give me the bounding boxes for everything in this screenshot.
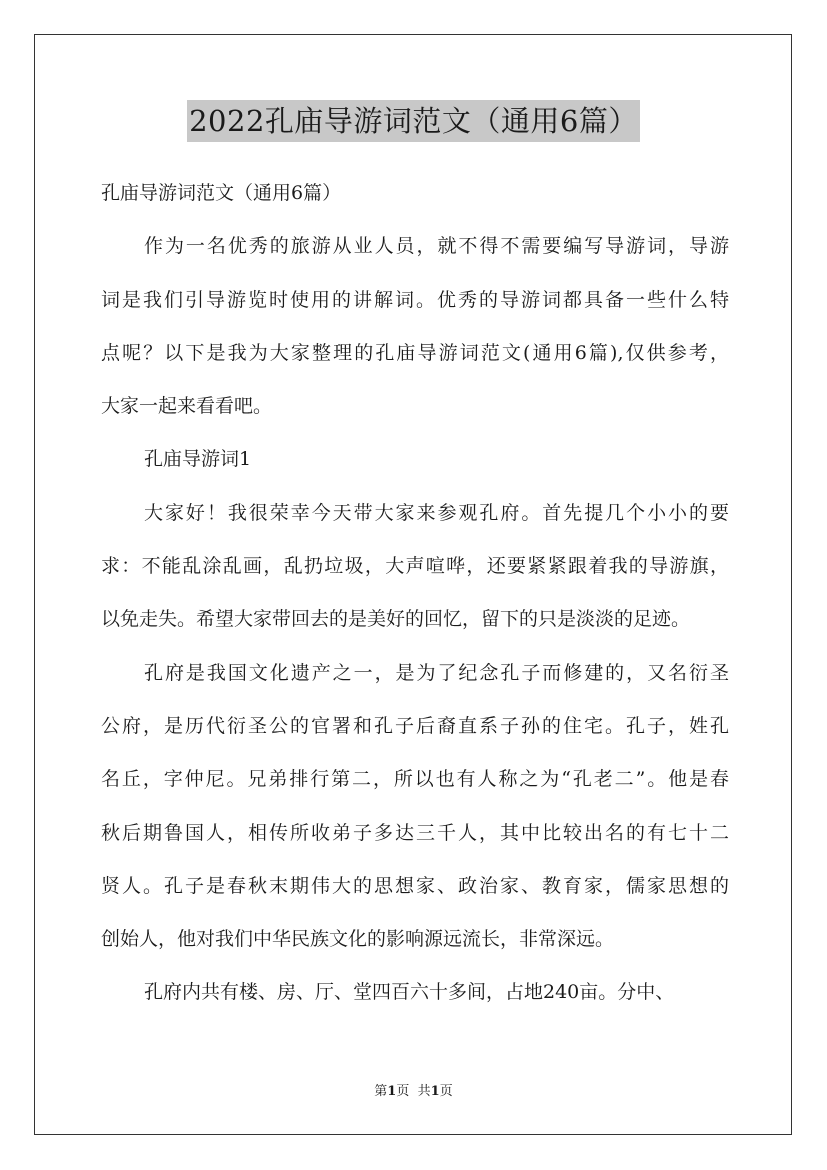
footer-page-number: 1 bbox=[387, 1084, 397, 1099]
page-footer bbox=[0, 1082, 827, 1102]
paragraph-line: 作为一名优秀的旅游从业人员，就不得不需要编写导游词，导游 bbox=[144, 235, 729, 258]
paragraph-line: 大家好！我很荣幸今天带大家来参观孔府。首先提几个小小的要 bbox=[144, 501, 729, 524]
paragraph-line: 名丘，字仲尼。兄弟排行第二，所以也有人称之为“孔老二”。他是春 bbox=[101, 768, 729, 791]
document-subtitle: 孔庙导游词范文（通用6篇） bbox=[101, 182, 342, 204]
paragraph-line: 创始人，他对我们中华民族文化的影响源远流长，非常深远。 bbox=[101, 928, 615, 951]
footer-page-suffix: 页 bbox=[396, 1084, 410, 1099]
paragraph-line: 秋后期鲁国人，相传所收弟子多达三千人，其中比较出名的有七十二 bbox=[101, 821, 729, 844]
paragraph-line: 以免走失。希望大家带回去的是美好的回忆，留下的只是淡淡的足迹。 bbox=[101, 608, 691, 631]
section-heading: 孔庙导游词1 bbox=[144, 448, 252, 471]
footer-total-pages: 1 bbox=[430, 1084, 440, 1099]
paragraph-line: 公府，是历代衍圣公的官署和孔子后裔直系子孙的住宅。孔子，姓孔 bbox=[101, 714, 729, 737]
paragraph-line: 孔府内共有楼、房、厅、堂四百六十多间，占地240亩。分中、 bbox=[144, 981, 675, 1004]
paragraph-line: 求：不能乱涂乱画，乱扔垃圾，大声喧哗，还要紧紧跟着我的导游旗， bbox=[101, 555, 729, 578]
paragraph-line: 词是我们引导游览时使用的讲解词。优秀的导游词都具备一些什么特 bbox=[101, 288, 729, 311]
footer-total-suffix: 页 bbox=[439, 1084, 453, 1099]
paragraph-line: 贤人。孔子是春秋末期伟大的思想家、政治家、教育家，儒家思想的 bbox=[101, 874, 729, 897]
footer-total-prefix: 共 bbox=[417, 1084, 431, 1099]
document-title: 2022孔庙导游词范文（通用6篇） bbox=[187, 100, 640, 142]
paragraph-line: 孔府是我国文化遗产之一，是为了纪念孔子而修建的，又名衍圣 bbox=[144, 661, 729, 684]
paragraph-line: 点呢？以下是我为大家整理的孔庙导游词范文(通用6篇),仅供参考， bbox=[101, 341, 729, 364]
footer-page-prefix: 第 bbox=[374, 1084, 388, 1099]
title-container bbox=[0, 100, 827, 142]
document-body bbox=[101, 172, 729, 1025]
paragraph-line: 大家一起来看看吧。 bbox=[101, 395, 273, 418]
